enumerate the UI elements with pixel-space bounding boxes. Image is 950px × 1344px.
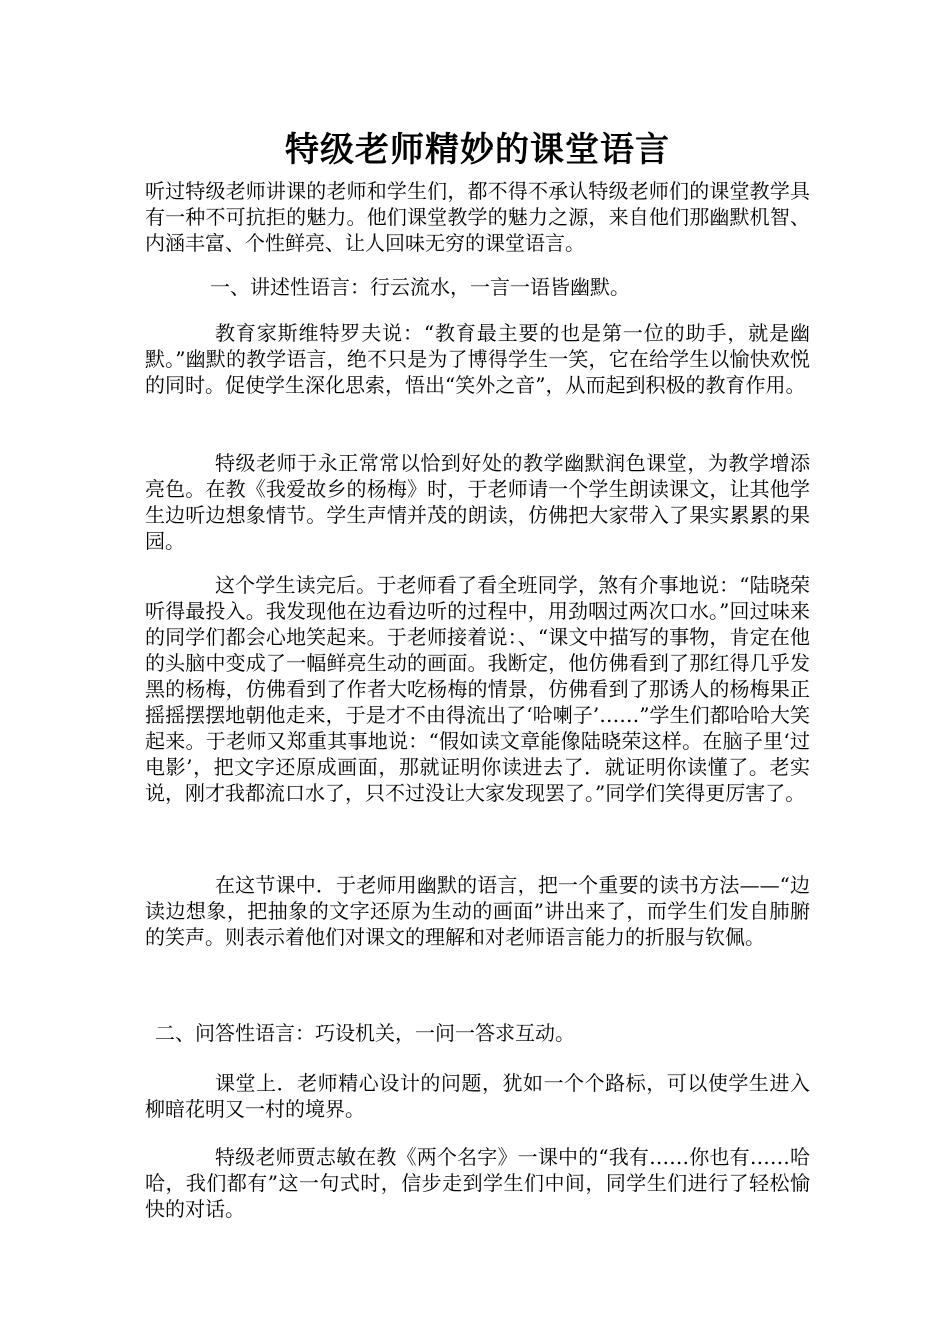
paragraph-classroom-story: 这个学生读完后。于老师看了看全班同学，煞有介事地说：“陆晓荣听得最投入。我发现他在边看边听的过程中，用劲咽过两次口水。”回过味来的同学们都会心地笑起来。于老师接着说：、“课文中描写的事物，肯定在他的头脑中变成了一幅鲜亮生动的画面。我断定，他仿佛看到了那红得几乎发黑的杨梅，仿佛看到了作者大吃杨梅的情景，仿佛看到了那诱人的杨梅果正摇摇摆摆地朝他走来，于是才不由得流出了‘哈喇子’……”学生们都哈哈大笑起来。于老师又郑重其事地说：“假如读文章能像陆晓荣这样。在脑子里‘过电影’，把文字还原成画面，那就证明你读进去了．就证明你读懂了。老实说，刚才我都流口水了，只不过没让大家发现罢了。”同学们笑得更厉害了。	[145, 573, 810, 805]
paragraph-questions: 课堂上．老师精心设计的问题，犹如一个个路标，可以使学生进入柳暗花明又一村的境界。	[145, 1071, 810, 1121]
paragraph-reading-method: 在这节课中．于老师用幽默的语言，把一个重要的读书方法——“边读边想象，把抽象的文字还原为生动的画面”讲出来了，而学生们发自肺腑的笑声。则表示着他们对课文的理解和对老师语言能力的折服与钦佩。	[145, 873, 810, 949]
section-heading-1: 一、讲述性语言：行云流水，一言一语皆幽默。	[210, 275, 630, 299]
section-heading-2: 二、问答性语言：巧设机关，一问一答求互动。	[155, 1021, 575, 1045]
document-title: 特级老师精妙的课堂语言	[285, 130, 670, 170]
intro-paragraph: 听过特级老师讲课的老师和学生们，都不得不承认特级老师们的课堂教学具有一种不可抗拒的魅力。他们课堂教学的魅力之源，来自他们那幽默机智、内涵丰富、个性鲜亮、让人回味无穷的课堂语言。	[145, 179, 810, 255]
paragraph-jia-zhimin: 特级老师贾志敏在教《两个名字》一课中的“我有……你也有……哈哈，我们都有”这一句式时，信步走到学生们中间，同学生们进行了轻松愉快的对话。	[145, 1145, 810, 1221]
paragraph-humor-quote: 教育家斯维特罗夫说：“教育最主要的也是第一位的助手，就是幽默。”幽默的教学语言，绝不只是为了博得学生一笑，它在给学生以愉快欢悦的同时。促使学生深化思索，悟出“笑外之音”，从而起到积极的教育作用。	[145, 321, 810, 397]
paragraph-yu-yongzheng: 特级老师于永正常常以恰到好处的教学幽默润色课堂，为教学增添亮色。在教《我爱故乡的杨梅》时，于老师请一个学生朗读课文，让其他学生边听边想象情节。学生声情并茂的朗读，仿佛把大家带入了果实累累的果园。	[145, 451, 810, 553]
